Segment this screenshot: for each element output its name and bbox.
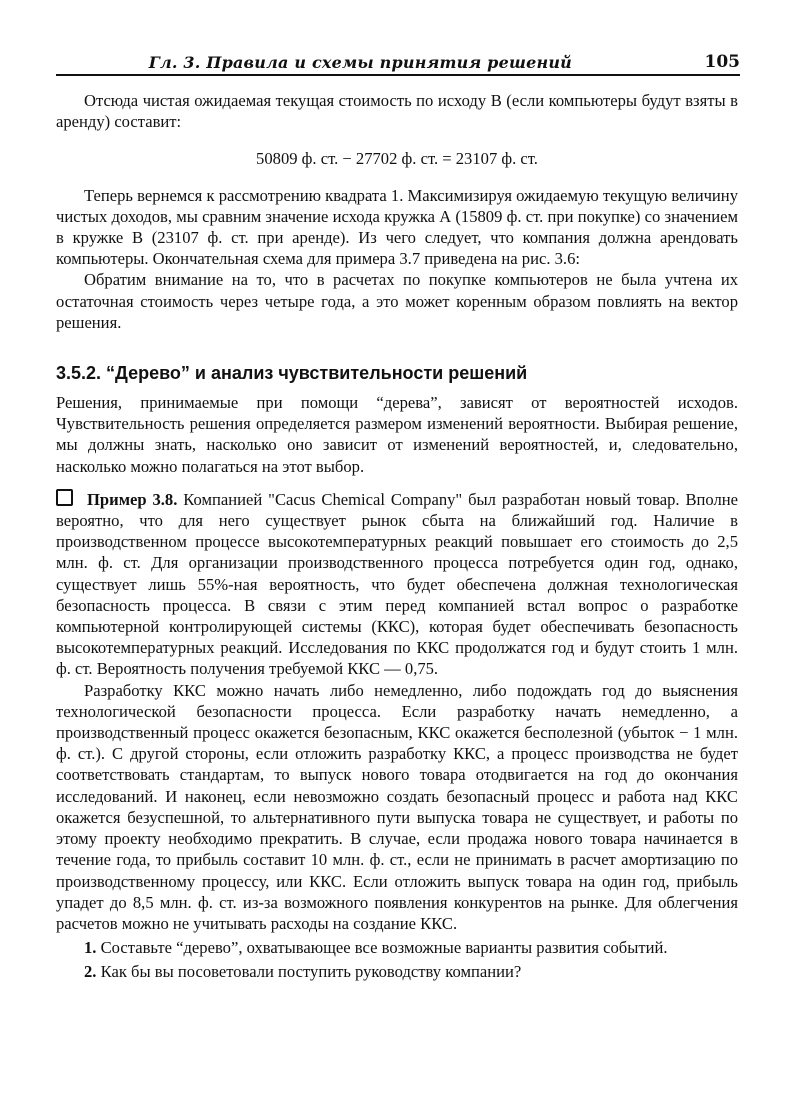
- running-header: [56, 50, 740, 76]
- formula: 50809 ф. ст. − 27702 ф. ст. = 23107 ф. ст.: [256, 149, 538, 169]
- page-number: 105: [704, 52, 740, 72]
- paragraph-3: Обратим внимание на то, что в расчетах по покупке компьютеров не была учтена их остаточная стоимость через четыре года, а это может коренным образом повлиять на вектор решения.: [56, 270, 738, 332]
- paragraph-2: Теперь вернемся к рассмотрению квадрата 1. Максимизируя ожидаемую текущую величину чистых доходов, мы сравним значение исхода кружка А (15809 ф. ст. при покупке) со значением в кружке В (23107 ф. ст. при аренде). Из чего следует, что компания должна арендовать компьютеры. Окончательная схема для примера 3.7 приведена на рис. 3.6:: [56, 185, 738, 269]
- header-rule: [56, 74, 740, 76]
- section-heading: 3.5.2. “Дерево” и анализ чувствительности решений: [56, 363, 528, 384]
- paragraph-5: Разработку ККС можно начать либо немедленно, либо подождать год до выяснения технологической безопасности процесса. Если разработку начать немедленно, а производственный процесс окажется безопасным, ККС окажется бесполезной (убыток − 1 млн. ф. ст.). С другой стороны, если отложить разработку ККС, а процесс производства не будет соответствовать стандартам, то выпуск нового товара отодвигается на год до окончания исследований. И наконец, если невозможно создать безопасный процесс и работа над ККС окажется безуспешной, то альтернативного пути выпуска товара не существует, и работы по этому проекту необходимо прекратить. В случае, если продажа нового товара начинается в течение года, то прибыль составит 10 млн. ф. ст., если не принимать в расчет амортизацию по производственному процессу, или ККС. Если отложить выпуск товара на один год, прибыль упадет до 8,5 млн. ф. ст. из-за возможного появления конкурентов на рынке. Для облегчения расчетов можно не учитывать расходы на создание ККС.: [56, 680, 738, 933]
- example-text: Компанией "Cacus Chemical Company" был разработан новый товар. Вполне вероятно, что для него существует рынок сбыта на ближайший год. Наличие в производственном процессе высокотемпературных реакций повышает его стоимость до 2,5 млн. ф. ст. Для организации производственного процесса потребуется один год, однако, существует лишь 55%-ная вероятность, что будет обеспечена должная технологическая безопасность процесса. В связи с этим перед компанией встал вопрос о разработке компьютерной контролирующей системы (ККС), которая будет обеспечивать безопасность высокотемпературных реакций. Исследования по ККС продолжатся год и будут стоить 1 млн. ф. ст. Вероятность получения требуемой ККС — 0,75.: [56, 489, 738, 679]
- example-paragraph: [56, 489, 738, 680]
- list-number: 2.: [84, 962, 97, 982]
- checkbox-square-icon: [56, 489, 73, 506]
- list-text: Как бы вы посоветовали поступить руководству компании?: [100, 962, 522, 982]
- paragraph-4: Решения, принимаемые при помощи “дерева”, зависят от вероятностей исходов. Чувствительность решения определяется размером изменений вероятности. Выбирая решение, мы должны знать, насколько оно зависит от изменений вероятностей, и, следовательно, насколько можно полагаться на этот выбор.: [56, 393, 738, 476]
- list-item-1: [56, 937, 738, 958]
- list-item-2: [56, 961, 738, 982]
- list-text: Составьте “дерево”, охватывающее все возможные варианты развития событий.: [100, 938, 668, 958]
- list-number: 1.: [84, 938, 97, 958]
- page-body: [56, 90, 738, 983]
- example-label: Пример 3.8.: [87, 489, 178, 509]
- chapter-title: Гл. 3. Правила и схемы принятия решений: [148, 53, 572, 72]
- paragraph-1: Отсюда чистая ожидаемая текущая стоимость по исходу В (если компьютеры будут взяты в аренду) составит:: [56, 91, 738, 132]
